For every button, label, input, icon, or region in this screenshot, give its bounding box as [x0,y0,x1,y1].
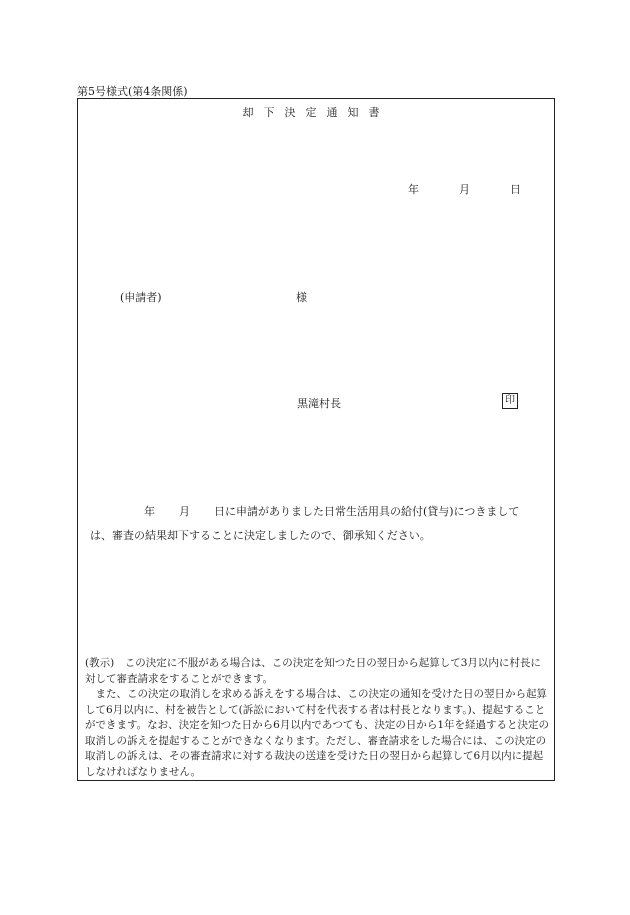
issuer-name: 黒滝村長 [297,397,341,410]
issue-date [408,181,521,197]
body-line1-text: 日に申請がありました日常生活用具の給付(貸与)につきまして [214,505,520,518]
date-month-label: 月 [459,183,470,196]
body-text-line-1 [144,503,519,519]
body-month-label: 月 [179,505,190,518]
body-text-line-2: は、審査の結果却下することに決定しましたので、御承知ください。 [90,529,431,542]
appeal-notice [85,656,551,780]
document-title: 却下決定通知書 [242,106,390,119]
form-number-label: 第5号様式(第4条関係) [77,85,188,98]
seal-mark: 印 [502,393,518,409]
document-frame [77,98,555,781]
honorific-label: 様 [296,291,307,304]
date-day-label: 日 [510,183,521,196]
notice-paragraph-1: (教示) この決定に不服がある場合は、この決定を知つた日の翌日から起算して3月以内に村長に対して審査請求をすることができます。 [85,657,541,685]
applicant-label: (申請者) [120,291,162,304]
date-year-label: 年 [408,183,419,196]
notice-paragraph-2: また、この決定の取消しを求める訴えをする場合は、この決定の通知を受けた日の翌日から起算して6月以内に、村を被告として(訴訟において村を代表する者は村長となります。)、提起することができます。なお、決定を知つた日から6月以内であつても、決定の日から1年を経過すると決定の取消しの訴えを提起することができなくなります。ただし、審査請求をした場合には、この決定の取消しの訴えは、その審査請求に対する裁決の送達を受けた日の翌日から起算して6月以内に提起しなければなりません。 [85,688,550,778]
body-year-label: 年 [144,505,155,518]
